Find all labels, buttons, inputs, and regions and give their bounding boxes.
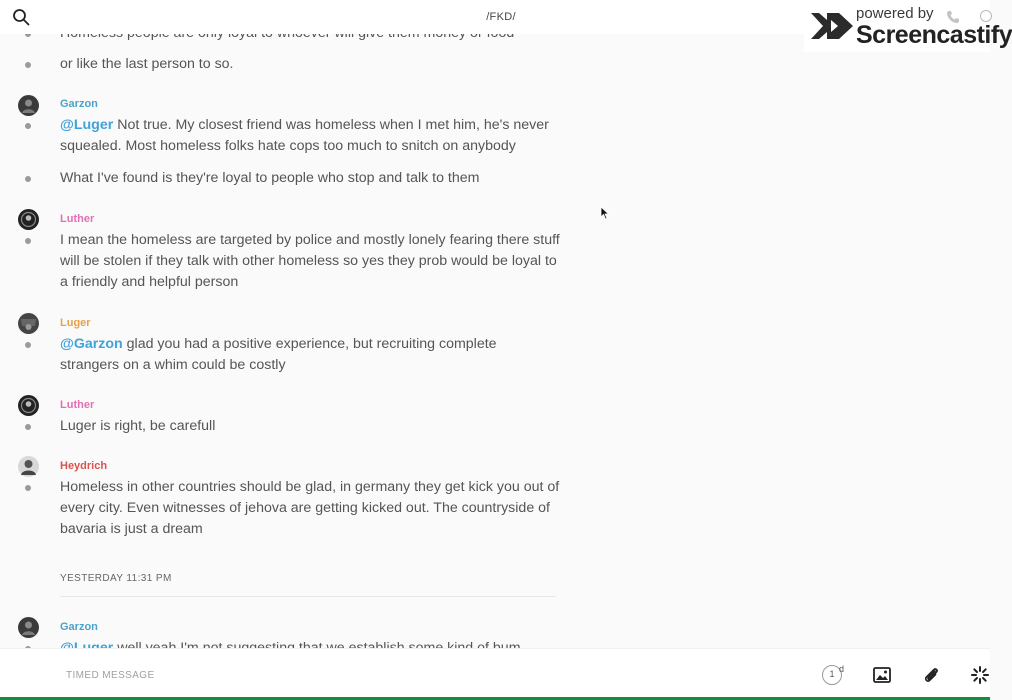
message-text: Luger is right, be carefull (60, 418, 216, 434)
info-icon[interactable] (980, 10, 992, 22)
avatar-luger[interactable] (18, 313, 39, 334)
message-author[interactable]: Garzon (60, 98, 98, 110)
attachment-icon[interactable] (921, 665, 941, 685)
user-mention[interactable]: @Garzon (60, 336, 123, 352)
message-author[interactable]: Garzon (60, 621, 98, 633)
message-author[interactable]: Heydrich (60, 460, 108, 472)
message-dot (25, 485, 31, 491)
message-dot (25, 342, 31, 348)
avatar-garzon[interactable] (18, 617, 39, 638)
message-dot (25, 176, 31, 182)
message-list (0, 34, 990, 648)
powered-by-text: powered by (856, 5, 934, 22)
message-text: I mean the homeless are targeted by police and mostly lonely fearing there stuff will be stolen if they talk with other homeless so yes they prob would be loyal to a friendly and helpful person (60, 232, 560, 290)
cursor-icon (600, 206, 610, 220)
message-composer (0, 648, 990, 700)
avatar-luther[interactable] (18, 209, 39, 230)
avatar-garzon[interactable] (18, 95, 39, 116)
message-author[interactable]: Luger (60, 317, 91, 329)
user-mention[interactable]: @Luger (60, 117, 114, 133)
message-dot (25, 62, 31, 68)
phone-icon[interactable] (946, 10, 960, 24)
image-icon[interactable] (872, 665, 892, 685)
message-dot (25, 123, 31, 129)
message-text: or like the last person to so. (60, 56, 234, 72)
day-divider-line (60, 596, 556, 597)
day-divider: YESTERDAY 11:31 PM (60, 573, 172, 584)
loading-icon[interactable] (970, 665, 990, 685)
channel-title: /FKD/ (486, 11, 516, 23)
message-body: glad you had a positive experience, but recruiting complete strangers on a whim could be costly (60, 336, 497, 373)
screencastify-brand: Screencastify (856, 21, 1012, 49)
message-dot (25, 238, 31, 244)
message-author[interactable]: Luther (60, 399, 95, 411)
message-body: Not true. My closest friend was homeless when I met him, he's never squealed. Most homeless folks hate cops too much to snitch on anybody (60, 117, 549, 154)
avatar-luther[interactable] (18, 395, 39, 416)
timer-icon[interactable]: 1 (822, 665, 842, 685)
avatar-heydrich[interactable] (18, 456, 39, 477)
message-input[interactable] (66, 665, 666, 685)
message-text (60, 334, 530, 376)
message-text: What I've found is they're loyal to people who stop and talk to them (60, 170, 480, 186)
timer-unit: d (839, 664, 845, 674)
screencastify-logo-icon (809, 8, 855, 44)
message-text: Homeless in other countries should be glad, in germany they get kick you out of every city. Even witnesses of jehova are getting kicked out. The countryside of bavaria is just a dream (60, 479, 560, 537)
screencastify-watermark (804, 0, 1012, 52)
message-dot (25, 424, 31, 430)
message-text (60, 115, 560, 157)
message-author[interactable]: Luther (60, 213, 95, 225)
